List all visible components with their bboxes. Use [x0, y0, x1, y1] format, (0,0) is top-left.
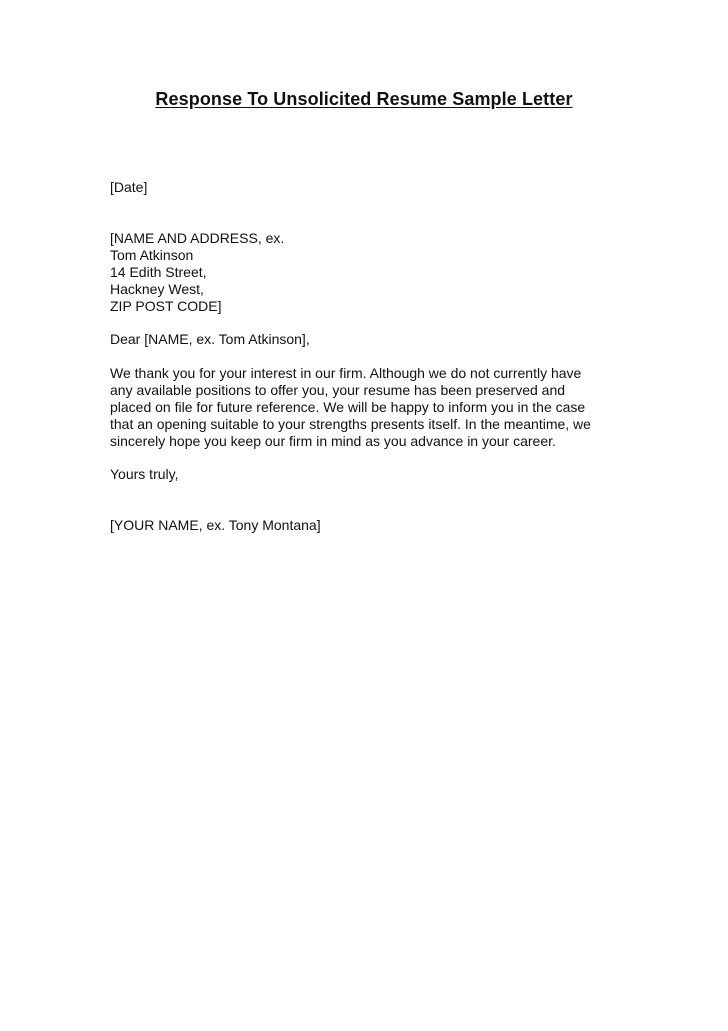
address-line: Hackney West,	[110, 281, 204, 297]
body-line: We thank you for your interest in our firm. Although we do not currently have	[110, 365, 582, 381]
body-line: that an opening suitable to your strengths presents itself. In the meantime, we	[110, 416, 591, 432]
letter-title: Response To Unsolicited Resume Sample Letter	[155, 89, 573, 109]
body-line: any available positions to offer you, your resume has been preserved and	[110, 382, 566, 398]
date-line: [Date]	[110, 179, 148, 195]
letter-body	[110, 365, 591, 450]
address-line: Tom Atkinson	[110, 247, 194, 263]
signature-line: [YOUR NAME, ex. Tony Montana]	[110, 517, 321, 533]
body-line: placed on file for future reference. We will be happy to inform you in the case	[110, 399, 586, 415]
address-line: [NAME AND ADDRESS, ex.	[110, 230, 285, 246]
recipient-address	[110, 230, 284, 315]
address-line: ZIP POST CODE]	[110, 298, 222, 314]
salutation: Dear [NAME, ex. Tom Atkinson],	[110, 331, 310, 347]
address-line: 14 Edith Street,	[110, 264, 207, 280]
body-line: sincerely hope you keep our firm in mind as you advance in your career.	[110, 433, 556, 449]
complimentary-close: Yours truly,	[110, 466, 179, 482]
